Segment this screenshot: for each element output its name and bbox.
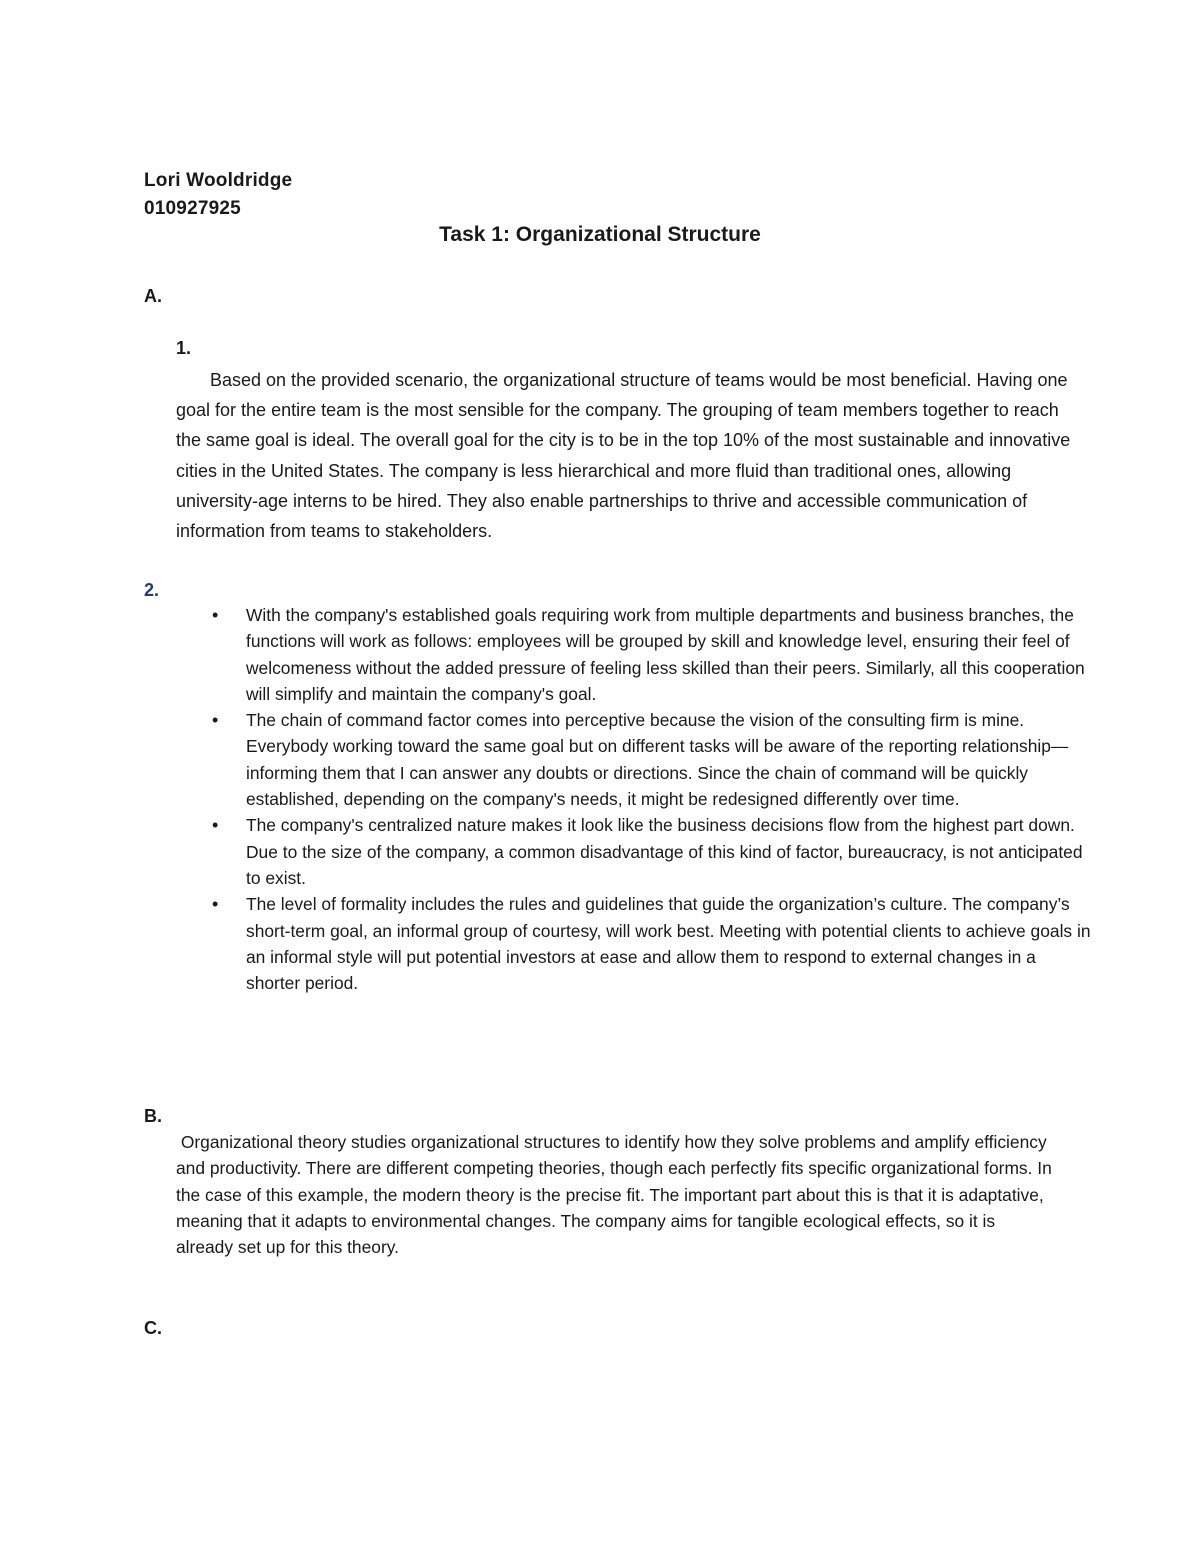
bullet-item — [212, 891, 1092, 996]
section-a-label: A. — [144, 286, 162, 306]
bullet-text: The chain of command factor comes into perceptive because the vision of the consulting firm is mine. Everybody working toward the same goal but on different tasks will be aware of the reporting relationship—informing them that I can answer any doubts or directions. Since the chain of command will be quickly established, depending on the company's needs, it might be redesigned differently over time. — [246, 710, 1069, 810]
bullet-item — [212, 602, 1092, 707]
bullet-text: With the company's established goals requiring work from multiple departments and business branches, the functions will work as follows: employees will be grouped by skill and knowledge level, ensuring their feel of welcomeness without the added pressure of feeling less skilled than their peers. Similarly, all this cooperation will simplify and maintain the company's goal. — [246, 605, 1085, 704]
bullet-item — [212, 812, 1092, 891]
bullet-text: The level of formality includes the rules and guidelines that guide the organization’s culture. The company’s short-term goal, an informal group of courtesy, will work best. Meeting with potential clients to achieve goals in an informal style will put potential investors at ease and allow them to respond to external changes in a shorter period. — [246, 894, 1091, 994]
page-title: Task 1: Organizational Structure — [439, 223, 761, 246]
bullet-icon: • — [212, 815, 219, 836]
bullet-item — [212, 707, 1092, 812]
section-b-label: B. — [144, 1106, 162, 1126]
author-name: Lori Wooldridge — [144, 170, 293, 191]
item-2-number: 2. — [144, 580, 160, 600]
bullet-icon: • — [212, 710, 219, 731]
bullet-icon: • — [212, 894, 219, 915]
student-id: 010927925 — [144, 198, 241, 219]
section-b-paragraph — [176, 1129, 1056, 1260]
item-2-bullet-list — [212, 602, 1092, 996]
item-1-text: Based on the provided scenario, the organizational structure of teams would be most beneficial. Having one goal for the entire team is the most sensible for the company. The grouping of team members together to reach the same goal is ideal. The overall goal for the city is to be in the top 10% of the most sustainable and innovative cities in the United States. The company is less hierarchical and more fluid than traditional ones, allowing university-age interns to be hired. They also enable partnerships to thrive and accessible communication of information from teams to stakeholders. — [176, 370, 1071, 542]
section-c-label: C. — [144, 1318, 162, 1338]
bullet-text: The company's centralized nature makes it look like the business decisions flow from the highest part down. Due to the size of the company, a common disadvantage of this kind of factor, bureaucracy, is not anticipated to exist. — [246, 815, 1083, 888]
bullet-icon: • — [212, 605, 219, 625]
section-b-text: Organizational theory studies organizational structures to identify how they solve problems and amplify efficiency and productivity. There are different competing theories, though each perfectly fits specific organizational forms. In the case of this example, the modern theory is the precise fit. The important part about this is that it is adaptative, meaning that it adapts to environmental changes. The company aims for tangible ecological effects, so it is already set up for this theory. — [176, 1132, 1052, 1258]
item-1-number: 1. — [176, 338, 192, 358]
item-1-paragraph — [176, 365, 1076, 546]
